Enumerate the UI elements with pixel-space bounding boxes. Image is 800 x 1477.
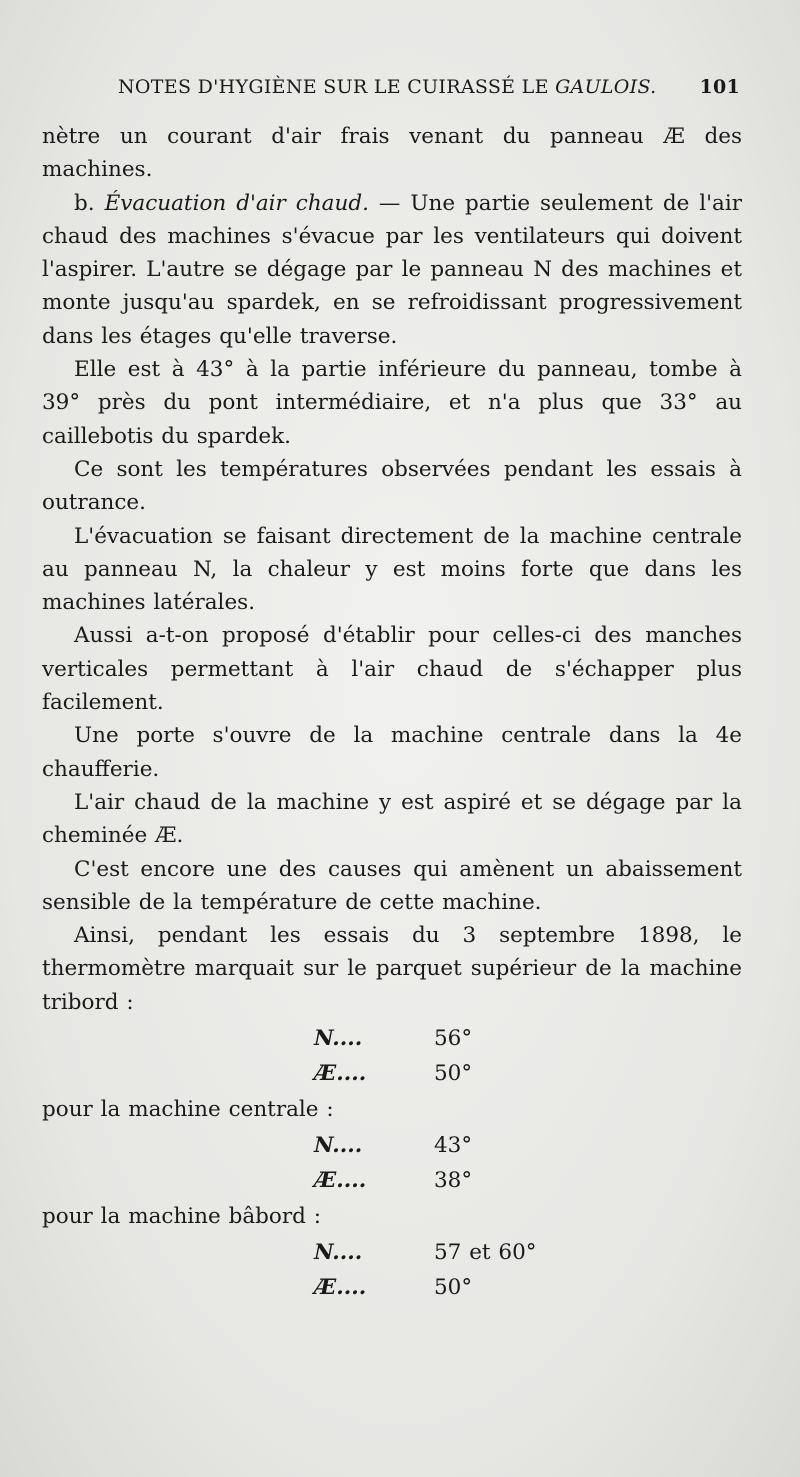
paragraph: Elle est à 43° à la partie inférieure du panneau, tombe à 39° près du pont intermédiaire, et n'a plus que 33° au caillebotis du spardek. bbox=[42, 357, 742, 449]
readings-centrale bbox=[42, 1128, 742, 1198]
reading-row bbox=[42, 1021, 742, 1056]
paragraph-section-b bbox=[42, 187, 742, 353]
reading-label: Æ.... bbox=[314, 1060, 367, 1086]
paragraph: L'évacuation se faisant directement de la machine centrale au panneau N, la chaleur y est moins forte que dans les machines latérales. bbox=[42, 523, 742, 616]
reading-row bbox=[42, 1236, 742, 1271]
section-marker: b. bbox=[74, 190, 105, 216]
paragraph: Ce sont les températures observées pendant les essais à outrance. bbox=[42, 456, 742, 516]
readings-tribord bbox=[42, 1021, 742, 1091]
running-title-ship: GAULOIS. bbox=[555, 76, 657, 98]
body-text bbox=[42, 120, 742, 1308]
paragraph: Ainsi, pendant les essais du 3 septembre 1898, le thermomètre marquait sur le parquet supérieur de la machine tribord : bbox=[42, 923, 742, 1015]
reading-row bbox=[42, 1056, 742, 1091]
reading-value: 57 et 60° bbox=[434, 1240, 537, 1266]
reading-row bbox=[42, 1128, 742, 1163]
paragraph: nètre un courant d'air frais venant du panneau Æ des machines. bbox=[42, 124, 742, 183]
running-title bbox=[118, 76, 656, 98]
paragraph: Aussi a-t-on proposé d'établir pour celles-ci des manches verticales permettant à l'air chaud de s'échapper plus facilement. bbox=[42, 623, 742, 716]
running-title-prefix: NOTES D'HYGIÈNE SUR LE CUIRASSÉ LE bbox=[118, 76, 556, 98]
reading-row bbox=[42, 1163, 742, 1198]
reading-label: N.... bbox=[314, 1133, 363, 1159]
section-heading: Évacuation d'air chaud. bbox=[104, 190, 369, 216]
section-text: — Une partie seulement de l'air chaud des machines s'évacue par les ventilateurs qui doivent l'aspirer. L'autre se dégage par le panneau N des machines et monte jusqu'au spardek, en se refroidissant progressivement dans les étages qu'elle traverse. bbox=[42, 190, 743, 349]
reading-value: 38° bbox=[434, 1168, 473, 1194]
reading-value: 50° bbox=[434, 1275, 473, 1301]
reading-label: N.... bbox=[314, 1025, 363, 1051]
reading-value: 43° bbox=[434, 1133, 473, 1159]
readings-label-centrale: pour la machine centrale : bbox=[42, 1097, 334, 1123]
running-header bbox=[118, 76, 740, 98]
reading-value: 50° bbox=[434, 1060, 473, 1086]
paragraph: C'est encore une des causes qui amènent un abaissement sensible de la température de cette machine. bbox=[42, 856, 742, 915]
reading-label: N.... bbox=[314, 1240, 363, 1266]
reading-label: Æ.... bbox=[314, 1168, 367, 1194]
reading-row bbox=[42, 1271, 742, 1306]
readings-label-babord: pour la machine bâbord : bbox=[42, 1204, 321, 1230]
readings-babord bbox=[42, 1236, 742, 1306]
page-number: 101 bbox=[699, 76, 740, 98]
paragraph: Une porte s'ouvre de la machine centrale dans la 4e chaufferie. bbox=[42, 723, 742, 782]
paragraph: L'air chaud de la machine y est aspiré et se dégage par la cheminée Æ. bbox=[42, 789, 742, 849]
reading-value: 56° bbox=[434, 1025, 473, 1051]
reading-label: Æ.... bbox=[314, 1275, 367, 1301]
